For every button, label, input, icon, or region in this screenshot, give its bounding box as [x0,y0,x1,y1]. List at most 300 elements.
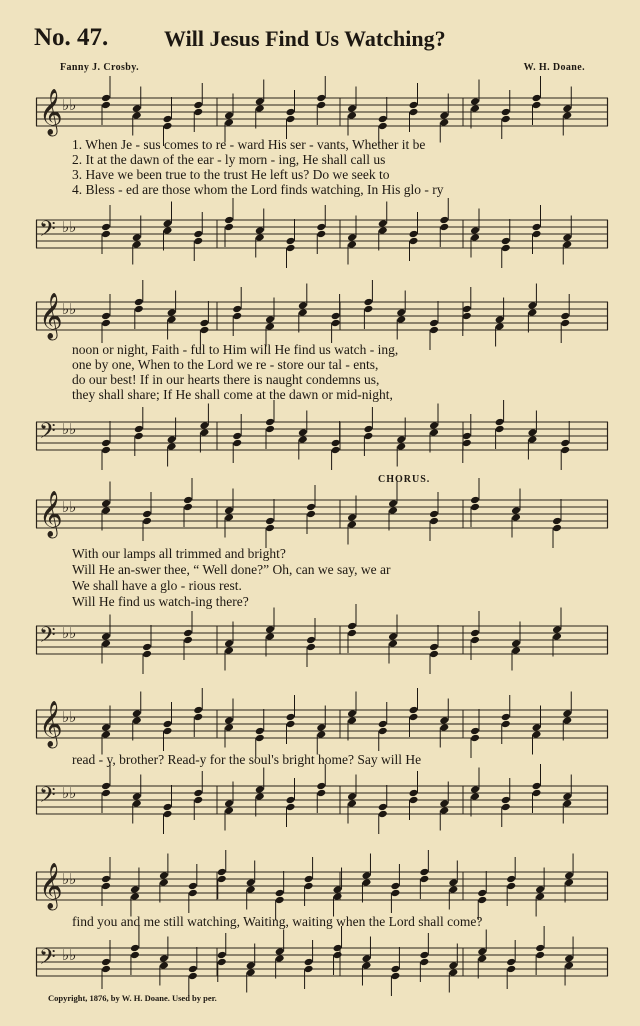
note-head [470,636,480,645]
note-head [470,734,480,743]
note-head [101,730,111,739]
treble-clef-icon: 𝄞 [39,89,63,135]
note-head [506,965,516,974]
note-head [501,108,511,117]
note-head [286,237,296,246]
note-head [167,435,177,444]
note-head [265,322,275,331]
note-head [361,878,371,887]
key-signature-icon: ♭♭ [62,96,77,114]
note-head [439,806,449,815]
note-head [275,896,285,905]
note-head [439,216,449,225]
note-head [188,882,198,891]
note-head [347,622,357,631]
note-head [388,506,398,515]
lyric-line: noon or night, Faith - ful to Him will He find us watch - ing, [72,342,399,357]
note-head [134,298,144,307]
note-head [448,961,458,970]
note-head [286,720,296,729]
note-head [159,954,169,963]
note-head [159,878,169,887]
note-head [378,122,388,131]
note-head [101,230,111,239]
note-head [298,428,308,437]
note-head [224,806,234,815]
note-head [501,713,511,722]
note-head [286,244,296,253]
note-head [470,503,480,512]
note-head [506,958,516,967]
note-head [535,951,545,960]
note-head [298,435,308,444]
note-head [188,965,198,974]
note-head [429,650,439,659]
note-head [470,233,480,242]
credits [60,62,585,78]
note-head [101,319,111,328]
note-head [167,308,177,317]
note-head [477,896,487,905]
note-head [562,709,572,718]
note-head [255,104,265,113]
note-head [163,720,173,729]
note-head [419,868,429,877]
note-head [439,799,449,808]
note-head [501,115,511,124]
bass-staff-1 [36,210,608,262]
note-head [470,785,480,794]
note-head [552,517,562,526]
note-head [429,643,439,652]
note-head [193,237,203,246]
key-signature-icon: ♭♭ [62,946,77,964]
note-head [419,875,429,884]
note-head [378,226,388,235]
note-head [333,944,343,953]
note-head [265,418,275,427]
note-head [265,517,275,526]
bass-clef-icon: 𝄢 [39,217,56,247]
note-head [361,961,371,970]
note-head [163,727,173,736]
note-head [495,418,505,427]
treble-clef-icon: 𝄞 [39,491,63,537]
note-head [501,803,511,812]
lyricist: Fanny J. Crosby. [60,62,140,73]
lyric-line: one by one, When to the Lord we re - store our tal - ents, [72,357,379,372]
note-head [246,968,256,977]
note-head [188,889,198,898]
note-head [101,94,111,103]
lyric-line: read - y, brother? Read-y for the soul's bright home? Say will He [72,752,422,767]
note-head [378,115,388,124]
treble-staff-2 [36,292,608,344]
note-head [130,951,140,960]
note-head [304,958,314,967]
note-head [265,425,275,434]
note-head [560,439,570,448]
note-head [275,954,285,963]
note-head [286,108,296,117]
note-head [193,796,203,805]
note-head [101,958,111,967]
note-head [477,954,487,963]
note-head [183,629,193,638]
note-head [331,439,341,448]
note-head [101,789,111,798]
note-head [470,727,480,736]
note-head [130,892,140,901]
note-head [347,716,357,725]
note-head [316,230,326,239]
note-head [429,319,439,328]
note-head [378,810,388,819]
note-head [101,782,111,791]
note-head [409,789,419,798]
note-head [134,432,144,441]
note-head [409,237,419,246]
note-head [134,305,144,314]
key-signature-icon: ♭♭ [62,784,77,802]
note-head [470,226,480,235]
bass-staff-5 [36,938,608,990]
note-head [217,875,227,884]
note-head [265,315,275,324]
note-head [304,882,314,891]
note-head [378,720,388,729]
note-head [167,442,177,451]
note-head [419,958,429,967]
note-head [265,632,275,641]
note-head [193,789,203,798]
note-head [183,496,193,505]
note-head [255,792,265,801]
note-head [390,882,400,891]
note-head [217,868,227,877]
note-head [132,104,142,113]
note-head [347,520,357,529]
note-head [224,118,234,127]
note-head [193,108,203,117]
treble-staff-3 [36,490,608,542]
note-head [316,723,326,732]
note-head [142,510,152,519]
note-head [361,871,371,880]
note-head [224,716,234,725]
note-head [101,723,111,732]
note-head [167,315,177,324]
note-head [470,104,480,113]
note-head [188,972,198,981]
note-head [501,720,511,729]
note-head [511,646,521,655]
note-head [275,889,285,898]
note-head [363,425,373,434]
note-head [199,326,209,335]
note-head [306,636,316,645]
note-head [101,506,111,515]
note-head [527,435,537,444]
note-head [286,803,296,812]
note-head [347,233,357,242]
note-head [429,421,439,430]
bass-staff-4 [36,776,608,828]
note-head [388,499,398,508]
note-head [331,319,341,328]
note-head [532,789,542,798]
note-head [390,972,400,981]
note-head [298,308,308,317]
note-head [142,643,152,652]
composer: W. H. Doane. [523,62,585,73]
note-head [224,799,234,808]
key-signature-icon: ♭♭ [62,870,77,888]
note-head [101,439,111,448]
note-head [183,503,193,512]
note-head [163,810,173,819]
note-head [477,947,487,956]
note-head [193,706,203,715]
hymn-title: Will Jesus Find Us Watching? [164,26,446,51]
note-head [255,97,265,106]
note-head [101,875,111,884]
note-head [232,439,242,448]
note-head [409,101,419,110]
note-head [265,625,275,634]
note-head [316,730,326,739]
note-head [101,499,111,508]
note-head [286,796,296,805]
note-head [562,104,572,113]
note-head [306,503,316,512]
note-head [562,111,572,120]
note-head [552,632,562,641]
note-head [275,947,285,956]
note-head [347,799,357,808]
note-head [316,94,326,103]
note-head [495,315,505,324]
note-head [224,506,234,515]
treble-staff-5 [36,862,608,914]
treble-clef-icon: 𝄞 [39,293,63,339]
note-head [439,716,449,725]
note-head [495,425,505,434]
note-head [347,709,357,718]
note-head [347,629,357,638]
note-head [132,233,142,242]
note-head [134,425,144,434]
note-head [199,428,209,437]
note-head [199,421,209,430]
note-head [224,111,234,120]
note-head [132,240,142,249]
note-head [562,716,572,725]
note-head [232,312,242,321]
note-head [333,951,343,960]
note-head [347,513,357,522]
note-head [409,706,419,715]
note-head [304,965,314,974]
note-head [470,629,480,638]
note-head [246,885,256,894]
note-head [396,435,406,444]
note-head [316,223,326,232]
note-head [501,237,511,246]
note-head [378,219,388,228]
note-head [560,319,570,328]
treble-staff-1 [36,88,608,140]
note-head [101,101,111,110]
note-head [511,506,521,515]
note-head [217,958,227,967]
note-head [132,709,142,718]
note-head [316,789,326,798]
note-head [429,326,439,335]
note-head [347,111,357,120]
note-head [306,643,316,652]
note-head [224,723,234,732]
lyric-line: Will He find us watch-ing there? [72,594,249,609]
note-head [163,803,173,812]
note-head [101,965,111,974]
note-head [532,230,542,239]
note-head [564,954,574,963]
note-head [532,223,542,232]
note-head [419,951,429,960]
treble-clef-icon: 𝄞 [39,863,63,909]
note-head [142,517,152,526]
note-head [439,118,449,127]
note-head [363,298,373,307]
chorus-label: CHORUS. [378,474,431,485]
note-head [361,954,371,963]
note-head [396,442,406,451]
note-head [396,315,406,324]
note-head [501,244,511,253]
note-head [232,305,242,314]
note-head [101,882,111,891]
lyric-line: find you and me still watching, Waiting, waiting when the Lord shall come? [72,914,483,929]
note-head [255,226,265,235]
note-head [304,875,314,884]
note-head [470,97,480,106]
note-head [532,782,542,791]
note-head [429,428,439,437]
note-head [388,639,398,648]
note-head [163,122,173,131]
note-head [101,446,111,455]
note-head [535,885,545,894]
note-head [506,882,516,891]
bass-clef-icon: 𝄢 [39,623,56,653]
note-head [298,301,308,310]
key-signature-icon: ♭♭ [62,708,77,726]
note-head [535,892,545,901]
note-head [439,723,449,732]
note-head [255,233,265,242]
note-head [409,108,419,117]
lyric-line: 1. When Je - sus comes to re - ward His ser - vants, Whether it be [72,137,426,152]
note-head [552,524,562,533]
note-head [286,713,296,722]
note-head [316,101,326,110]
bass-staff-2 [36,412,608,464]
note-head [409,713,419,722]
lyric-line: they shall share; If He shall come at the dawn or mid-night, [72,387,393,402]
copyright-notice: Copyright, 1876, by W. H. Doane. Used by per. [48,993,217,1003]
note-head [101,312,111,321]
note-head [532,730,542,739]
note-head [378,727,388,736]
lyric-line: We shall have a glo - rious rest. [72,578,242,593]
note-head [224,223,234,232]
note-head [193,713,203,722]
bass-clef-icon: 𝄢 [39,419,56,449]
note-head [409,796,419,805]
note-head [448,885,458,894]
key-signature-icon: ♭♭ [62,420,77,438]
note-head [132,111,142,120]
note-head [429,517,439,526]
note-head [552,625,562,634]
note-head [439,111,449,120]
note-head [532,723,542,732]
note-head [532,101,542,110]
note-head [501,796,511,805]
note-head [396,308,406,317]
note-head [562,240,572,249]
note-head [532,94,542,103]
note-head [439,223,449,232]
note-head [331,446,341,455]
note-head [224,513,234,522]
note-head [477,889,487,898]
note-head [101,632,111,641]
lyric-line: With our lamps all trimmed and bright? [72,546,286,561]
note-head [511,513,521,522]
note-head [199,319,209,328]
note-head [132,716,142,725]
note-head [306,510,316,519]
note-head [316,782,326,791]
note-head [130,944,140,953]
note-head [142,650,152,659]
note-head [286,115,296,124]
key-signature-icon: ♭♭ [62,498,77,516]
note-head [255,785,265,794]
note-head [333,885,343,894]
note-head [560,446,570,455]
note-head [130,885,140,894]
note-head [163,219,173,228]
note-head [255,727,265,736]
note-head [506,875,516,884]
bass-staff-3 [36,616,608,668]
note-head [470,792,480,801]
note-head [224,646,234,655]
note-head [511,639,521,648]
note-head [363,305,373,314]
lyric-line: do our best! If in our hearts there is naught condemns us, [72,372,380,387]
key-signature-icon: ♭♭ [62,300,77,318]
note-head [429,510,439,519]
note-head [390,965,400,974]
note-head [265,524,275,533]
lyric-line: Will He an-swer thee, “ Well done?” Oh, can we say, we ar [72,562,391,577]
note-head [448,878,458,887]
note-head [132,792,142,801]
